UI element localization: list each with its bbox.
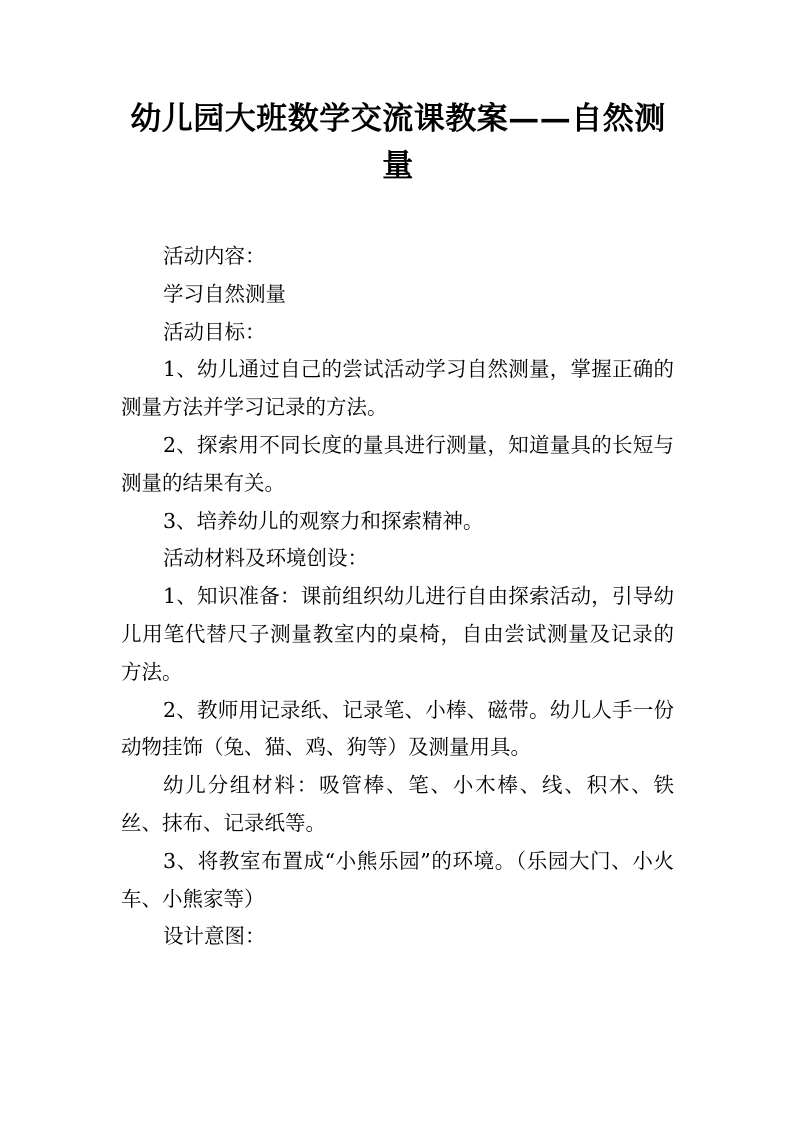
paragraph-group-materials: 幼儿分组材料：吸管棒、笔、小木棒、线、积木、铁丝、抹布、记录纸等。 (121, 773, 674, 835)
paragraph-design-intent-heading: 设计意图： (163, 924, 266, 949)
paragraph-goal-1: 1、幼儿通过自己的尝试活动学习自然测量，掌握正确的测量方法并学习记录的方法。 (121, 357, 674, 420)
document-body (121, 238, 674, 956)
paragraph-material-3: 3、将教室布置成“小熊乐园”的环境。（乐园大门、小火车、小熊家等） (121, 848, 674, 911)
paragraph-material-1: 1、知识准备：课前组织幼儿进行自由探索活动，引导幼儿用笔代替尺子测量教室内的桌椅，自由尝试测量及记录的方法。 (121, 584, 674, 684)
paragraph-activity-content-heading: 活动内容： (163, 244, 266, 268)
paragraph-materials-heading: 活动材料及环境创设： (163, 546, 368, 571)
paragraph-activity-goals-heading: 活动目标： (163, 319, 266, 344)
document-title: 幼儿园大班数学交流课教案——自然测量 (130, 101, 666, 184)
paragraph-material-2: 2、教师用记录纸、记录笔、小棒、磁带。幼儿人手一份动物挂饰（兔、猫、鸡、狗等）及测量用具。 (121, 697, 674, 760)
paragraph-activity-content: 学习自然测量 (163, 281, 286, 306)
paragraph-goal-3: 3、培养幼儿的观察力和探索精神。 (163, 508, 484, 533)
paragraph-goal-2: 2、探索用不同长度的量具进行测量，知道量具的长短与测量的结果有关。 (121, 432, 674, 495)
